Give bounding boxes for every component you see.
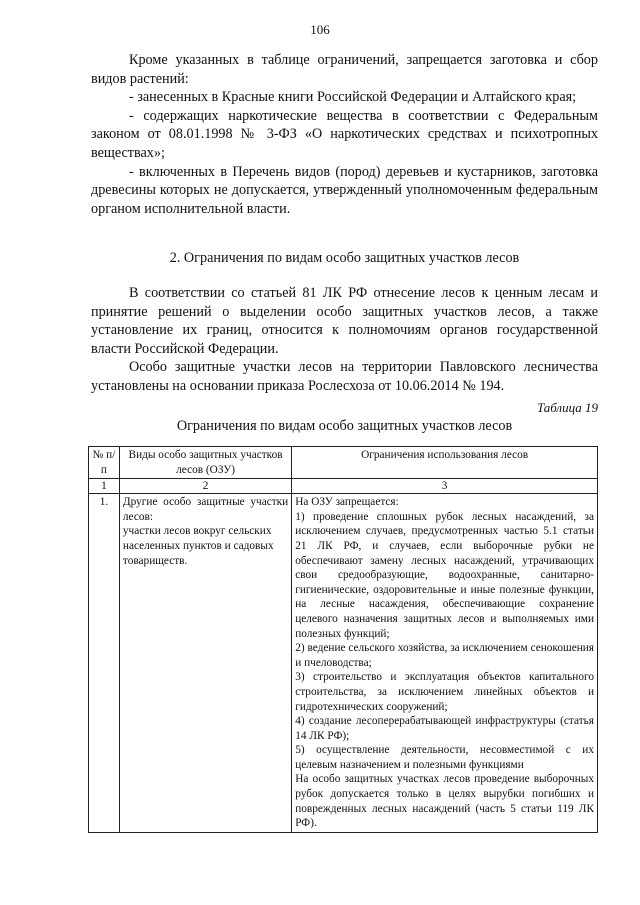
- restriction-line: На ОЗУ запрещается:: [295, 496, 399, 509]
- table-title: Ограничения по видам особо защитных участков лесов: [176, 418, 513, 434]
- column-number-row: [89, 479, 598, 494]
- restricted-plants-section: [91, 51, 598, 218]
- restriction-line: 4) создание лесоперерабатывающей инфраструктуры (статья 14 ЛК РФ);: [295, 715, 594, 742]
- header-number: № п/п: [89, 447, 120, 479]
- restriction-line: 1) проведение сплошных рубок лесных насаждений, за исключением случаев, предусмотренных частью 5.1 статьи 21 ЛК РФ, и случаев, если выборочные рубки не обеспечивают замену лесных насаждений, утрачивающих свои средообразующие, водоохранные, санитарно-гигиенические, оздоровительные и иные полезные функции, на лесные насаждения, обеспечивающие сохранение целевого назначения защитных лесов и выполняемых ими полезных функций;: [295, 510, 594, 640]
- table-label: Таблица 19: [536, 400, 598, 415]
- table-header-row: [89, 447, 598, 479]
- page-number: 106: [310, 22, 330, 37]
- ozu-paragraph: Особо защитные участки лесов на территории Павловского лесничества установлены на основании приказа Рослесхоза от 10.06.2014 № 194.: [91, 359, 598, 394]
- ozu-paragraph: В соответствии со статьей 81 ЛК РФ отнесение лесов к ценным лесам и принятие решений о выделении особо защитных участков лесов, а также установление их границ, относится к полномочиям органов государственной власти Российской Федерации.: [91, 285, 598, 357]
- column-number: 2: [119, 479, 291, 494]
- column-number: 1: [89, 479, 120, 494]
- restrictions-cell: [292, 494, 598, 833]
- ozu-type-title: Другие особо защитные участки лесов:: [122, 496, 289, 523]
- header-ozu-type: Виды особо защитных участков лесов (ОЗУ): [119, 447, 291, 479]
- ozu-section: [91, 284, 598, 396]
- restrictions-table: [88, 446, 598, 833]
- restriction-line: 5) осуществление деятельности, несовместимой с их целевым назначением и полезными функциями: [295, 744, 594, 771]
- table-row: [89, 494, 598, 833]
- restriction-line: 2) ведение сельского хозяйства, за исключением сенокошения и пчеловодства;: [295, 642, 594, 669]
- restricted-plants-item: - содержащих наркотические вещества в соответствии с Федеральным законом от 08.01.1998 № 3-ФЗ «О наркотических средствах и психотропных веществах»;: [91, 107, 598, 161]
- column-number: 3: [292, 479, 598, 494]
- restriction-line: 3) строительство и эксплуатация объектов капитального строительства, за исключением линейных объектов и гидротехнических сооружений;: [295, 671, 594, 713]
- restricted-plants-intro: Кроме указанных в таблице ограничений, запрещается заготовка и сбор видов растений:: [91, 52, 598, 87]
- header-restrictions: Ограничения использования лесов: [292, 447, 598, 479]
- restriction-line: На особо защитных участках лесов проведение выборочных рубок допускается только в целях вырубки погибших и поврежденных лесных насаждений (часть 5 статьи 119 ЛК РФ).: [295, 773, 594, 830]
- restricted-plants-item: - включенных в Перечень видов (пород) деревьев и кустарников, заготовка древесины которых не допускается, утвержденный уполномоченным федеральным органом исполнительной власти.: [91, 163, 598, 217]
- section-heading: 2. Ограничения по видам особо защитных участков лесов: [169, 250, 520, 266]
- ozu-type-description: участки лесов вокруг сельских населенных пунктов и садовых товариществ.: [122, 525, 274, 567]
- row-number: 1.: [89, 494, 120, 833]
- ozu-type-cell: [119, 494, 291, 833]
- restricted-plants-item: - занесенных в Красные книги Российской Федерации и Алтайского края;: [129, 89, 577, 106]
